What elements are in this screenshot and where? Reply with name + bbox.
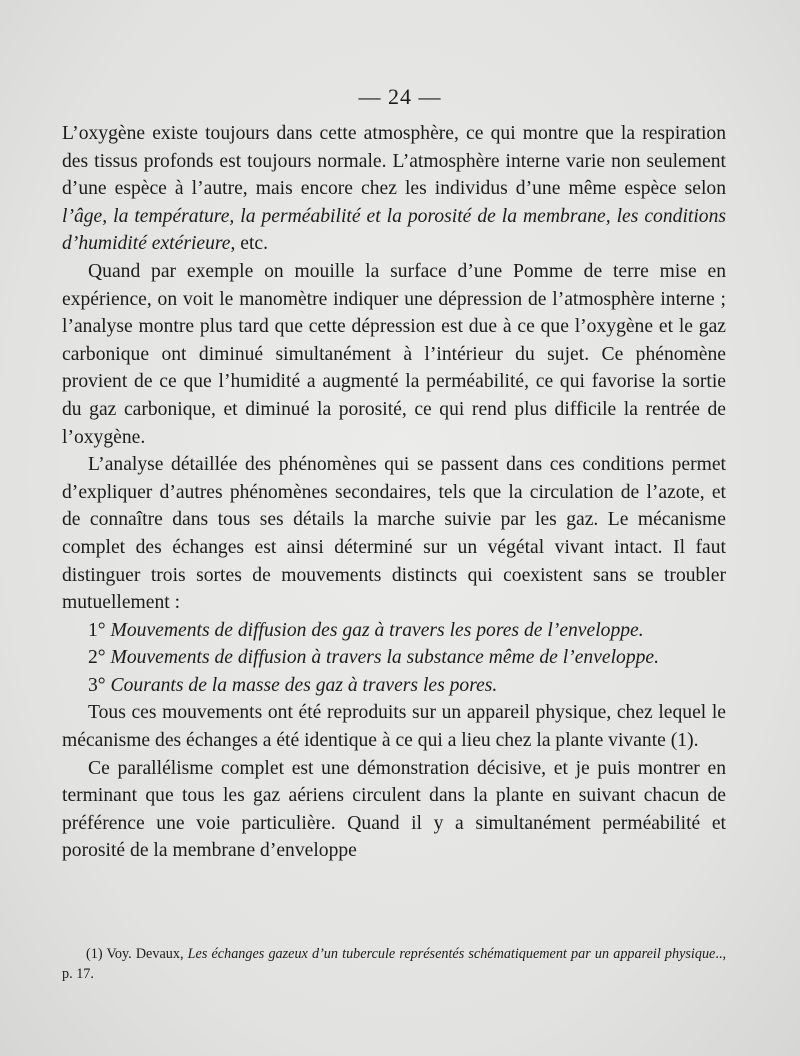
list-item-1 (88, 617, 726, 645)
paragraph-1-text-a: L’oxygène existe toujours dans cette atmosphère, ce qui montre que la respiration des tissus profonds est toujours normale. L’atmosphère interne varie non seulement d’une espèce à l’autre, mais encore chez les individus d’une même espèce selon (62, 123, 726, 200)
list-item-1-number: 1° (88, 619, 106, 641)
body-text (62, 120, 726, 865)
list-item-3-number: 3° (88, 674, 106, 696)
footnote (62, 944, 726, 984)
paragraph-1-italic: l’âge, la température, la perméabilité et la porosité de la membrane, les conditions d’humidité extérieure (62, 205, 726, 255)
paragraph-3: L’analyse détaillée des phénomènes qui se passent dans ces conditions permet d’expliquer d’autres phénomènes secondaires, tels que la circulation de l’azote, et de connaître dans tous ses détails la marche suivie par les gaz. Le mécanisme complet des échanges est ainsi déterminé sur un végétal vivant intact. Il faut distinguer trois sortes de mouvements distincts qui coexistent sans se troubler mutuellement : (62, 454, 726, 614)
paragraph-5: Ce parallélisme complet est une démonstration décisive, et je puis montrer en terminant que tous les gaz aériens circulent dans la plante en suivant chacun de préférence une voie particulière. Quand il y a simultanément perméabilité et porosité de la membrane d’enveloppe (62, 757, 726, 862)
page-number: — 24 — (358, 84, 442, 109)
paragraph-1-text-b: , etc. (230, 233, 269, 255)
list-item-2-text: Mouvements de diffusion à travers la substance même de l’enveloppe. (110, 647, 660, 669)
list-item-3 (88, 672, 726, 700)
list-item-2 (88, 644, 726, 672)
footnote-italic: Les échanges gazeux d’un tubercule représentés schématiquement par un appareil physique (187, 946, 716, 962)
footnote-tail: .., p. 17. (62, 946, 726, 982)
list-item-3-text: Courants de la masse des gaz à travers les pores. (110, 674, 498, 696)
footnote-lead: (1) Voy. Devaux, (86, 946, 188, 962)
paragraph-4: Tous ces mouvements ont été reproduits sur un appareil physique, chez lequel le mécanisme des échanges a été identique à ce qui a lieu chez la plante vivante (1). (62, 702, 726, 752)
paragraph-1 (62, 120, 726, 258)
list-item-1-text: Mouvements de diffusion des gaz à travers les pores de l’enveloppe. (110, 619, 644, 641)
list-item-2-number: 2° (88, 647, 106, 669)
paragraph-2: Quand par exemple on mouille la surface d’une Pomme de terre mise en expérience, on voit le manomètre indiquer une dépression de l’atmosphère interne ; l’analyse montre plus tard que cette dépression est due à ce que l’oxygène et le gaz carbonique ont diminué simultanément à l’intérieur du sujet. Ce phénomène provient de ce que l’humidité a augmenté la perméabilité, ce qui favorise la sortie du gaz carbonique, et diminué la porosité, ce qui rend plus difficile la rentrée de l’oxygène. (62, 260, 726, 448)
